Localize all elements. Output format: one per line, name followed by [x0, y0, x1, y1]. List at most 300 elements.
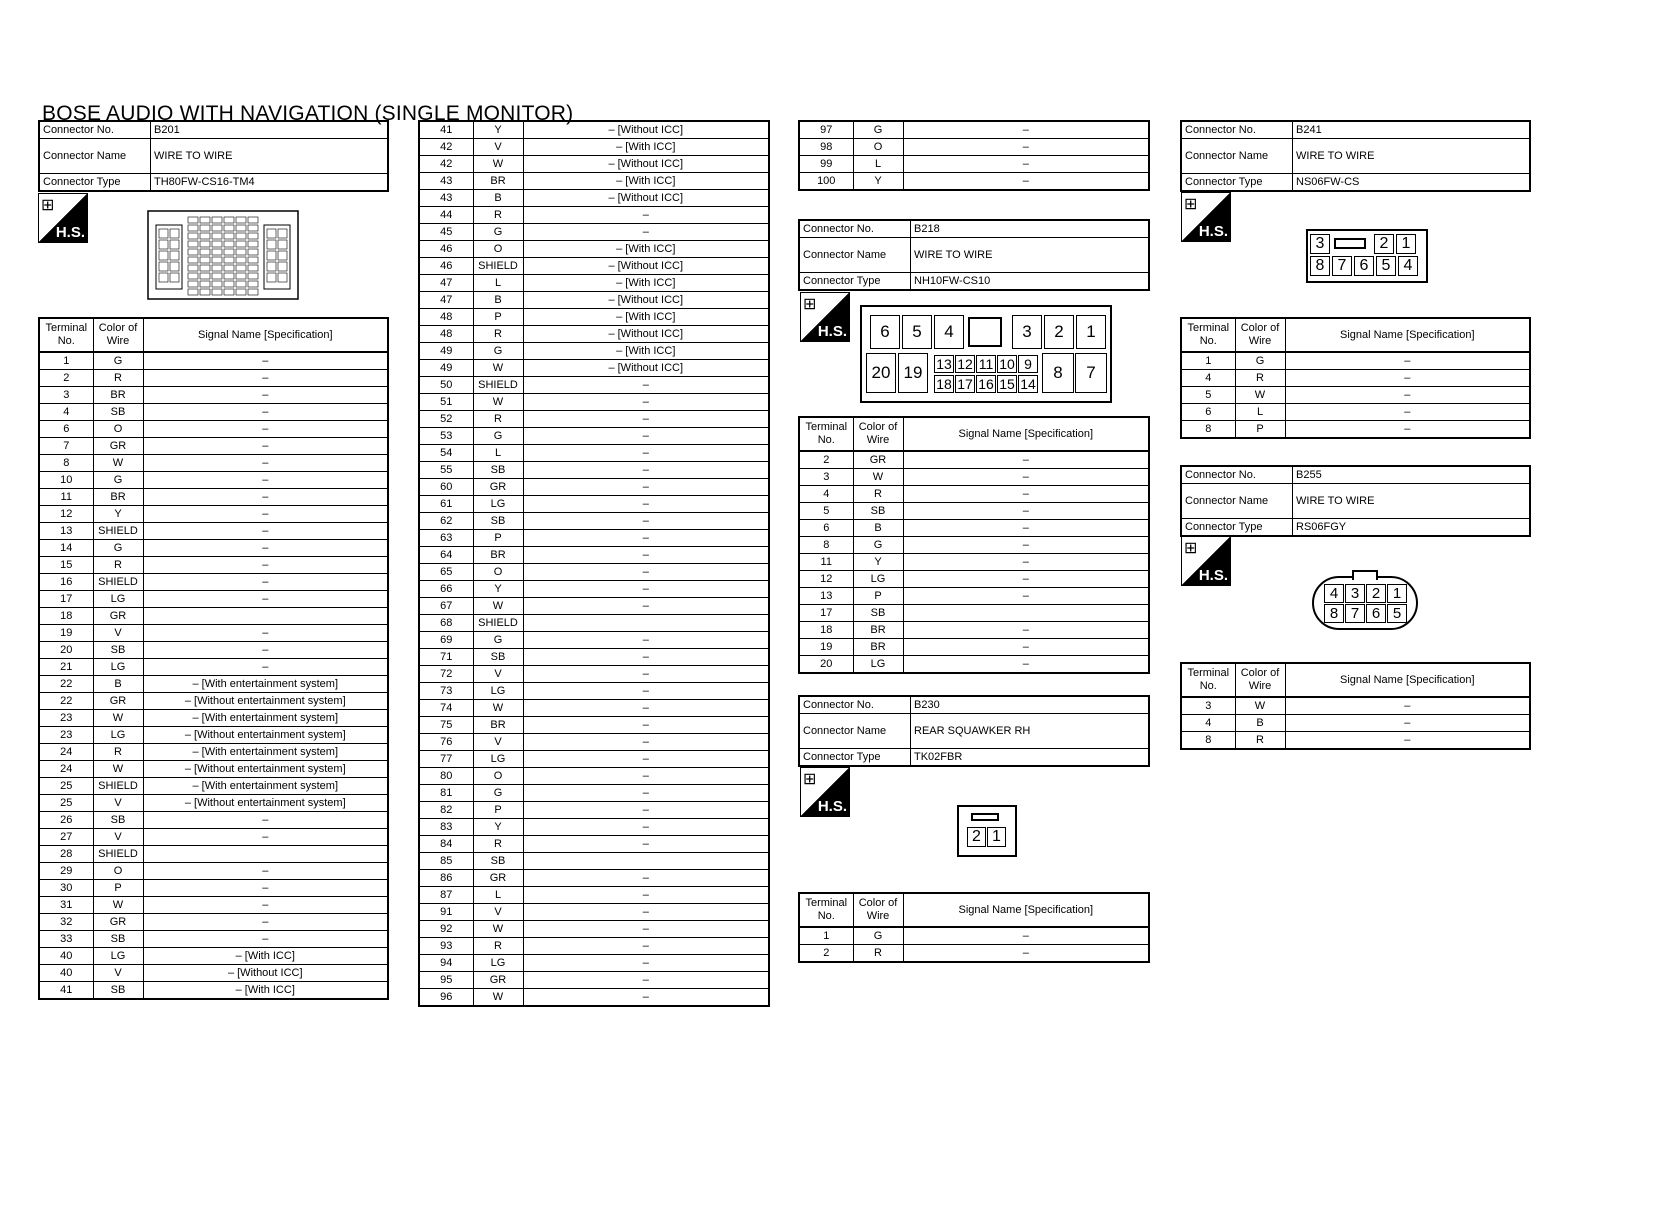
wire-color-cell: V: [93, 795, 143, 812]
wire-color-cell: Y: [473, 819, 523, 836]
page-title: BOSE AUDIO WITH NAVIGATION (SINGLE MONITOR): [42, 102, 574, 125]
wire-color-cell: P: [93, 880, 143, 897]
terminal-no-cell: 65: [419, 564, 473, 581]
connector-pin: 2: [967, 827, 986, 847]
terminal-no-cell: 43: [419, 190, 473, 207]
signal-name-cell: –: [903, 945, 1149, 963]
terminal-no-cell: 52: [419, 411, 473, 428]
connector-cavity: [236, 257, 246, 263]
terminal-no-cell: 49: [419, 343, 473, 360]
wire-color-cell: G: [473, 785, 523, 802]
terminal-no-cell: 5: [1181, 387, 1235, 404]
wire-color-header: Color of Wire: [93, 318, 143, 352]
connector-no-value: B230: [911, 696, 1150, 714]
signal-name-cell: –: [143, 625, 388, 642]
wire-color-cell: W: [93, 710, 143, 727]
wire-color-cell: SB: [473, 649, 523, 666]
terminal-no-cell: 48: [419, 326, 473, 343]
terminal-no-cell: 91: [419, 904, 473, 921]
connector-cavity: [224, 241, 234, 247]
connector-pin: 11: [976, 355, 996, 373]
terminal-no-cell: 92: [419, 921, 473, 938]
wire-color-cell: B: [853, 520, 903, 537]
terminal-no-cell: 85: [419, 853, 473, 870]
wire-color-cell: BR: [853, 622, 903, 639]
wire-color-cell: G: [853, 537, 903, 554]
wire-color-cell: LG: [473, 683, 523, 700]
connector-cavity: [188, 217, 198, 223]
connector-cavity: [248, 257, 258, 263]
connector-cavity: [236, 281, 246, 287]
signal-name-cell: –: [523, 717, 769, 734]
signal-name-cell: –: [143, 455, 388, 472]
terminal-no-cell: 49: [419, 360, 473, 377]
connector-pin: 7: [1345, 604, 1365, 623]
wire-color-cell: SB: [853, 605, 903, 622]
signal-name-cell: –: [523, 411, 769, 428]
table-row: [39, 897, 388, 914]
connector-pin: 6: [1354, 256, 1374, 276]
connector-pin: 3: [1310, 234, 1330, 254]
wire-color-cell: L: [853, 156, 903, 173]
connector-pin: 5: [902, 315, 932, 349]
terminal-no-cell: 3: [799, 469, 853, 486]
signal-name-cell: –: [523, 785, 769, 802]
wire-color-cell: R: [1235, 370, 1285, 387]
table-row: [39, 523, 388, 540]
connector-cavity: [159, 273, 168, 282]
connector-cavity: [236, 265, 246, 271]
wire-color-cell: GR: [853, 451, 903, 469]
signal-name-cell: –: [903, 121, 1149, 139]
signal-name-cell: –: [523, 989, 769, 1007]
terminal-no-cell: 53: [419, 428, 473, 445]
connector-cavity: [212, 281, 222, 287]
table-row: [799, 520, 1149, 537]
connector-name-label: Connector Name: [1181, 484, 1293, 519]
terminal-no-cell: 63: [419, 530, 473, 547]
connector-info-b230: [798, 695, 1150, 767]
terminal-no-cell: 51: [419, 394, 473, 411]
connector-cavity: [248, 249, 258, 255]
connector-key: [1334, 238, 1366, 249]
signal-name-cell: – [With ICC]: [523, 139, 769, 156]
wire-color-cell: R: [93, 557, 143, 574]
terminal-no-cell: 27: [39, 829, 93, 846]
terminal-no-cell: 4: [1181, 370, 1235, 387]
table-row: [419, 309, 769, 326]
table-row: [419, 649, 769, 666]
signal-name-cell: – [Without ICC]: [523, 156, 769, 173]
signal-name-cell: –: [523, 445, 769, 462]
table-row: [799, 945, 1149, 963]
connector-cavity: [248, 289, 258, 295]
terminal-no-cell: 4: [799, 486, 853, 503]
signal-name-cell: [523, 853, 769, 870]
wire-color-cell: O: [473, 564, 523, 581]
wire-color-cell: V: [473, 904, 523, 921]
terminal-no-cell: 50: [419, 377, 473, 394]
wire-color-cell: R: [1235, 732, 1285, 750]
terminal-no-cell: 6: [39, 421, 93, 438]
connector-cavity: [224, 289, 234, 295]
signal-name-cell: –: [903, 520, 1149, 537]
connector-pin: 6: [870, 315, 900, 349]
connector-name-value: WIRE TO WIRE: [1293, 484, 1531, 519]
terminal-no-cell: 15: [39, 557, 93, 574]
signal-name-header: Signal Name [Specification]: [1285, 318, 1530, 352]
terminal-no-cell: 23: [39, 727, 93, 744]
terminal-no-cell: 41: [39, 982, 93, 1000]
signal-name-cell: – [With entertainment system]: [143, 676, 388, 693]
table-row: [419, 802, 769, 819]
signal-name-cell: – [Without ICC]: [523, 190, 769, 207]
harness-side-icon: ⊞ H.S.: [800, 292, 850, 342]
table-row: [1181, 370, 1530, 387]
connector-no-label: Connector No.: [799, 220, 911, 238]
table-row: [799, 605, 1149, 622]
connector-pin: 20: [866, 353, 896, 393]
signal-name-cell: –: [143, 812, 388, 829]
connector-pin: 3: [1012, 315, 1042, 349]
connector-pin: 6: [1366, 604, 1386, 623]
terminal-no-cell: 47: [419, 275, 473, 292]
wire-color-cell: SHIELD: [93, 846, 143, 863]
wire-color-cell: G: [473, 632, 523, 649]
table-row: [419, 462, 769, 479]
terminal-no-cell: 82: [419, 802, 473, 819]
signal-name-cell: –: [143, 387, 388, 404]
signal-name-cell: – [With ICC]: [143, 948, 388, 965]
signal-name-cell: –: [143, 897, 388, 914]
terminal-no-cell: 20: [799, 656, 853, 674]
terminal-no-cell: 95: [419, 972, 473, 989]
terminal-no-cell: 16: [39, 574, 93, 591]
table-row: [419, 564, 769, 581]
wire-color-cell: W: [473, 989, 523, 1007]
signal-name-cell: –: [143, 931, 388, 948]
signal-name-cell: –: [143, 540, 388, 557]
table-row: [419, 768, 769, 785]
connector-name-value: WIRE TO WIRE: [1293, 139, 1531, 174]
connector-pin: 15: [997, 375, 1017, 393]
wire-color-cell: SB: [93, 642, 143, 659]
connector-no-label: Connector No.: [799, 696, 911, 714]
table-row: [39, 829, 388, 846]
terminal-no-cell: 18: [799, 622, 853, 639]
wire-color-cell: SHIELD: [473, 377, 523, 394]
connector-type-label: Connector Type: [1181, 174, 1293, 192]
terminal-no-cell: 72: [419, 666, 473, 683]
table-row: [419, 598, 769, 615]
terminal-no-cell: 17: [39, 591, 93, 608]
terminal-no-cell: 21: [39, 659, 93, 676]
connector-cavity: [212, 241, 222, 247]
wire-color-cell: P: [473, 530, 523, 547]
wire-color-cell: SB: [473, 853, 523, 870]
connector-no-label: Connector No.: [1181, 121, 1293, 139]
terminal-no-cell: 40: [39, 965, 93, 982]
connector-pin: 14: [1018, 375, 1038, 393]
signal-name-cell: – [Without entertainment system]: [143, 693, 388, 710]
terminal-no-cell: 31: [39, 897, 93, 914]
signal-name-cell: –: [523, 513, 769, 530]
table-row: [419, 666, 769, 683]
connector-cavity: [267, 240, 276, 249]
wire-color-header: Color of Wire: [853, 417, 903, 451]
signal-name-cell: – [Without ICC]: [523, 258, 769, 275]
signal-name-cell: –: [903, 622, 1149, 639]
connector-type-label: Connector Type: [799, 749, 911, 767]
signal-name-cell: –: [1285, 370, 1530, 387]
terminal-no-cell: 22: [39, 693, 93, 710]
table-row: [799, 537, 1149, 554]
signal-name-cell: –: [143, 863, 388, 880]
connector-pin: 7: [1075, 353, 1107, 393]
connector-pin: 12: [955, 355, 975, 373]
connector-cavity: [248, 217, 258, 223]
terminal-no-cell: 17: [799, 605, 853, 622]
signal-name-cell: – [Without ICC]: [523, 121, 769, 139]
signal-name-cell: – [Without ICC]: [523, 360, 769, 377]
wire-color-cell: SB: [93, 812, 143, 829]
connector-cavity: [188, 257, 198, 263]
terminal-no-cell: 3: [1181, 697, 1235, 715]
table-row: [39, 880, 388, 897]
signal-name-cell: –: [903, 139, 1149, 156]
wire-color-cell: Y: [473, 121, 523, 139]
terminal-table-b218: [798, 416, 1150, 674]
terminal-no-cell: 44: [419, 207, 473, 224]
terminal-no-cell: 99: [799, 156, 853, 173]
harness-side-icon: ⊞ H.S.: [1181, 536, 1231, 586]
connector-type-value: NS06FW-CS: [1293, 174, 1531, 192]
table-row: [419, 734, 769, 751]
signal-name-header: Signal Name [Specification]: [143, 318, 388, 352]
connector-type-value: TH80FW-CS16-TM4: [151, 174, 389, 192]
signal-name-cell: [903, 605, 1149, 622]
table-row: [419, 904, 769, 921]
wire-color-cell: GR: [473, 972, 523, 989]
table-row: [419, 751, 769, 768]
connector-cavity: [200, 257, 210, 263]
connector-cavity: [224, 233, 234, 239]
connector-pin: 1: [987, 827, 1006, 847]
table-row: [39, 846, 388, 863]
connector-cavity: [248, 273, 258, 279]
wire-color-cell: LG: [473, 496, 523, 513]
table-row: [419, 615, 769, 632]
table-row: [39, 489, 388, 506]
table-row: [799, 503, 1149, 520]
table-row: [419, 496, 769, 513]
connector-pin: 4: [1324, 584, 1344, 603]
terminal-no-cell: 19: [799, 639, 853, 656]
wire-color-cell: G: [853, 121, 903, 139]
terminal-no-cell: 8: [1181, 421, 1235, 439]
table-row: [419, 632, 769, 649]
connector-cavity: [278, 240, 287, 249]
connector-cavity: [267, 229, 276, 238]
signal-name-cell: –: [143, 352, 388, 370]
connector-cavity: [170, 240, 179, 249]
connector-no-value: B241: [1293, 121, 1531, 139]
signal-name-cell: –: [523, 649, 769, 666]
table-row: [1181, 732, 1530, 750]
table-row: [799, 554, 1149, 571]
terminal-no-cell: 86: [419, 870, 473, 887]
connector-cavity: [248, 265, 258, 271]
wire-color-cell: V: [93, 625, 143, 642]
terminal-no-cell: 25: [39, 778, 93, 795]
signal-name-cell: – [With ICC]: [523, 241, 769, 258]
connector-cavity: [236, 289, 246, 295]
terminal-no-header: Terminal No.: [799, 893, 853, 927]
table-row: [419, 326, 769, 343]
connector-cavity: [236, 217, 246, 223]
signal-name-cell: –: [143, 659, 388, 676]
terminal-no-cell: 73: [419, 683, 473, 700]
connector-cavity: [188, 281, 198, 287]
connector-cavity: [236, 249, 246, 255]
signal-name-cell: – [With ICC]: [523, 173, 769, 190]
connector-cavity: [224, 281, 234, 287]
connector-key: [971, 813, 999, 821]
wire-color-cell: BR: [473, 547, 523, 564]
wire-color-cell: G: [473, 343, 523, 360]
connector-cavity: [200, 281, 210, 287]
terminal-no-cell: 100: [799, 173, 853, 191]
signal-name-cell: – [With entertainment system]: [143, 778, 388, 795]
table-row: [39, 557, 388, 574]
terminal-no-header: Terminal No.: [1181, 318, 1235, 352]
wire-color-cell: SHIELD: [473, 258, 523, 275]
signal-name-cell: – [With ICC]: [523, 309, 769, 326]
wire-color-cell: G: [473, 224, 523, 241]
terminal-no-cell: 66: [419, 581, 473, 598]
table-row: [39, 965, 388, 982]
wire-color-cell: GR: [473, 479, 523, 496]
signal-name-cell: –: [143, 472, 388, 489]
wire-color-cell: SB: [93, 404, 143, 421]
wire-color-cell: SHIELD: [473, 615, 523, 632]
terminal-table-b201-part1: [38, 317, 389, 1000]
signal-name-cell: –: [143, 829, 388, 846]
table-row: [419, 224, 769, 241]
terminal-no-cell: 8: [39, 455, 93, 472]
table-row: [39, 914, 388, 931]
connector-cavity: [224, 257, 234, 263]
table-row: [39, 574, 388, 591]
terminal-no-cell: 76: [419, 734, 473, 751]
connector-cavity: [224, 225, 234, 231]
wire-color-cell: LG: [93, 659, 143, 676]
terminal-no-cell: 7: [39, 438, 93, 455]
terminal-table-b201-part3: [798, 120, 1150, 191]
terminal-no-cell: 11: [799, 554, 853, 571]
table-row: [419, 445, 769, 462]
table-row: [799, 139, 1149, 156]
wire-color-cell: W: [1235, 387, 1285, 404]
wire-color-cell: GR: [93, 914, 143, 931]
terminal-no-cell: 25: [39, 795, 93, 812]
connector-cavity: [267, 273, 276, 282]
signal-name-cell: –: [523, 921, 769, 938]
terminal-no-cell: 67: [419, 598, 473, 615]
connector-pin: 17: [955, 375, 975, 393]
connector-cavity: [267, 262, 276, 271]
wire-color-cell: W: [1235, 697, 1285, 715]
connector-cavity: [278, 251, 287, 260]
terminal-no-cell: 42: [419, 156, 473, 173]
wire-color-header: Color of Wire: [853, 893, 903, 927]
connector-latch: [1352, 570, 1378, 580]
connector-pin: 9: [1018, 355, 1038, 373]
signal-name-cell: –: [523, 207, 769, 224]
table-row: [39, 659, 388, 676]
wire-color-cell: R: [93, 370, 143, 387]
table-row: [419, 530, 769, 547]
terminal-no-cell: 61: [419, 496, 473, 513]
wire-color-cell: W: [473, 360, 523, 377]
wire-color-cell: Y: [473, 581, 523, 598]
signal-name-cell: –: [523, 836, 769, 853]
terminal-no-cell: 26: [39, 812, 93, 829]
terminal-no-cell: 1: [799, 927, 853, 945]
b230-connector-face: [957, 805, 1017, 857]
connector-cavity: [278, 262, 287, 271]
connector-key: [968, 317, 1002, 347]
signal-name-cell: –: [903, 537, 1149, 554]
wire-color-cell: W: [473, 394, 523, 411]
wire-color-cell: W: [853, 469, 903, 486]
table-row: [419, 394, 769, 411]
wire-color-cell: R: [93, 744, 143, 761]
signal-name-cell: –: [523, 530, 769, 547]
terminal-no-cell: 97: [799, 121, 853, 139]
connector-name-value: REAR SQUAWKER RH: [911, 714, 1150, 749]
connector-cavity: [200, 225, 210, 231]
table-row: [1181, 387, 1530, 404]
wire-color-cell: SB: [473, 462, 523, 479]
signal-name-cell: [143, 608, 388, 625]
signal-name-cell: –: [523, 224, 769, 241]
signal-name-cell: –: [523, 683, 769, 700]
table-row: [419, 411, 769, 428]
terminal-no-cell: 20: [39, 642, 93, 659]
table-row: [39, 387, 388, 404]
table-row: [1181, 421, 1530, 439]
signal-name-cell: – [Without ICC]: [523, 326, 769, 343]
signal-name-cell: –: [523, 938, 769, 955]
wire-color-cell: O: [93, 863, 143, 880]
connector-cavity: [159, 229, 168, 238]
signal-name-cell: –: [523, 700, 769, 717]
table-row: [419, 513, 769, 530]
terminal-no-cell: 1: [39, 352, 93, 370]
connector-pin: 18: [934, 375, 954, 393]
wire-color-cell: R: [853, 945, 903, 963]
connector-name-label: Connector Name: [799, 238, 911, 273]
signal-name-cell: –: [143, 404, 388, 421]
connector-cavity: [248, 233, 258, 239]
connector-pin: 4: [934, 315, 964, 349]
table-row: [419, 241, 769, 258]
terminal-no-cell: 80: [419, 768, 473, 785]
signal-name-cell: –: [523, 547, 769, 564]
wire-color-cell: SB: [93, 931, 143, 948]
table-row: [39, 642, 388, 659]
